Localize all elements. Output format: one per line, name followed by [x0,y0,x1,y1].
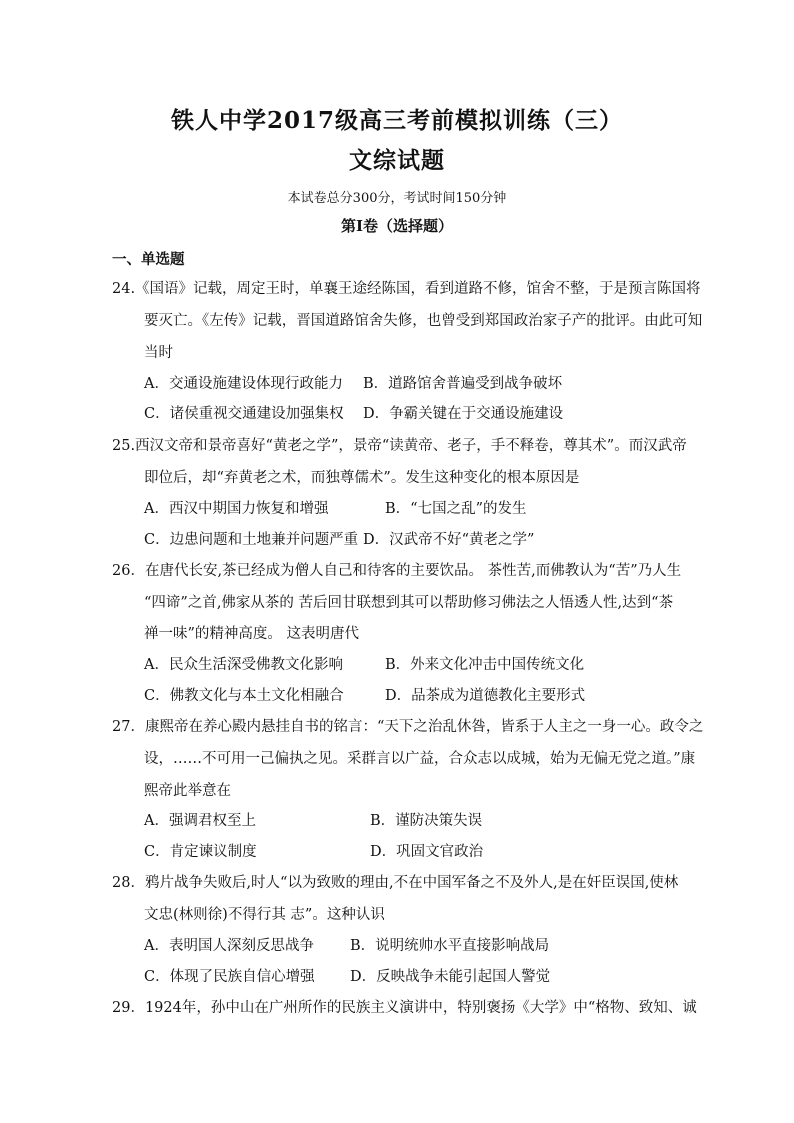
exam-subtitle: 文综试题 [349,147,445,174]
question-25-option-b: B．“七国之乱”的发生 [385,501,527,517]
question-27-option-b: B．谨防决策失误 [370,813,483,829]
question-24-line-2: 要灭亡。《左传》记载，晋国道路馆舍失修，也曾受到郑国政治家子产的批评。由此可知 [144,313,703,329]
question-26-option-c: C．佛教文化与本土文化相融合 [144,688,344,704]
question-26-line-1: 26．在唐代长安,茶已经成为僧人自己和待客的主要饮品。 茶性苦,而佛教认为“苦”乃人生 [112,563,682,579]
question-27-option-d: D．巩固文官政治 [370,844,484,860]
question-28-line-2: 文忠(林则徐)不得行其 志”。这种认识 [144,907,385,923]
question-28-option-c: C．体现了民族自信心增强 [144,969,315,985]
question-25-line-2: 即位后，却“弃黄老之术，而独尊儒术”。发生这种变化的根本原因是 [144,470,580,486]
question-27-line-2: 设，……不可用一己偏执之见。采群言以广益，合众志以成城，始为无偏无党之道。”康 [144,751,696,767]
question-29-line-1: 29．1924年，孙中山在广州所作的民族主义演讲中，特别褒扬《大学》中“格物、致知、诚 [112,1000,697,1016]
question-28-option-b: B．说明统帅水平直接影响战局 [350,938,550,954]
exam-info: 本试卷总分300分，考试时间150分钟 [287,191,507,206]
question-28-line-1: 28．鸦片战争失败后,时人“以为致败的理由,不在中国军备之不及外人,是在奸臣误国,使林 [112,875,679,891]
question-24-line-3: 当时 [144,345,173,361]
question-27-line-1: 27．康熙帝在养心殿内悬挂自书的铭言：“天下之治乱休咎，皆系于人主之一身一心。政令之 [112,719,704,735]
question-26-line-2: “四谛”之首,佛家从茶的 苦后回甘联想到其可以帮助修习佛法之人悟透人性,达到“茶 [144,595,674,611]
question-26-option-d: D．品茶成为道德教化主要形式 [385,688,586,704]
question-27-option-c: C．肯定谏议制度 [144,844,257,860]
question-25-option-a: A．西汉中期国力恢复和增强 [144,501,329,517]
question-25-option-c: C．边患问题和土地兼并问题严重 [144,532,359,548]
question-24-line-1: 24.《国语》记载，周定王时，单襄王途经陈国，看到道路不修，馆舍不整，于是预言陈国将 [112,281,701,297]
question-26-line-3: 禅一味”的精神高度。 这表明唐代 [144,626,360,642]
section-heading: 一、单选题 [112,251,185,268]
question-26-option-b: B．外来文化冲击中国传统文化 [385,657,585,673]
question-24-option-b: B．道路馆舍普遍受到战争破坏 [363,376,563,392]
question-24-option-d: D．争霸关键在于交通设施建设 [363,406,564,422]
exam-title: 铁人中学2017级高三考前模拟训练（三） [170,107,623,134]
question-28-option-a: A．表明国人深刻反思战争 [144,938,314,954]
question-27-line-3: 熙帝此举意在 [144,783,231,799]
question-24-option-c: C．诸侯重视交通建设加强集权 [144,406,344,422]
question-25-line-1: 25.西汉文帝和景帝喜好“黄老之学”，景帝“读黄帝、老子，手不释卷，尊其术”。而汉武帝 [112,438,687,454]
question-24-option-a: A．交通设施建设体现行政能力 [144,376,343,392]
question-27-option-a: A．强调君权至上 [144,813,256,829]
part-heading: 第Ⅰ卷（选择题） [340,217,454,235]
question-25-option-d: D．汉武帝不好“黄老之学” [363,532,535,548]
question-26-option-a: A．民众生活深受佛教文化影响 [144,657,343,673]
question-28-option-d: D．反映战争未能引起国人警觉 [350,969,551,985]
